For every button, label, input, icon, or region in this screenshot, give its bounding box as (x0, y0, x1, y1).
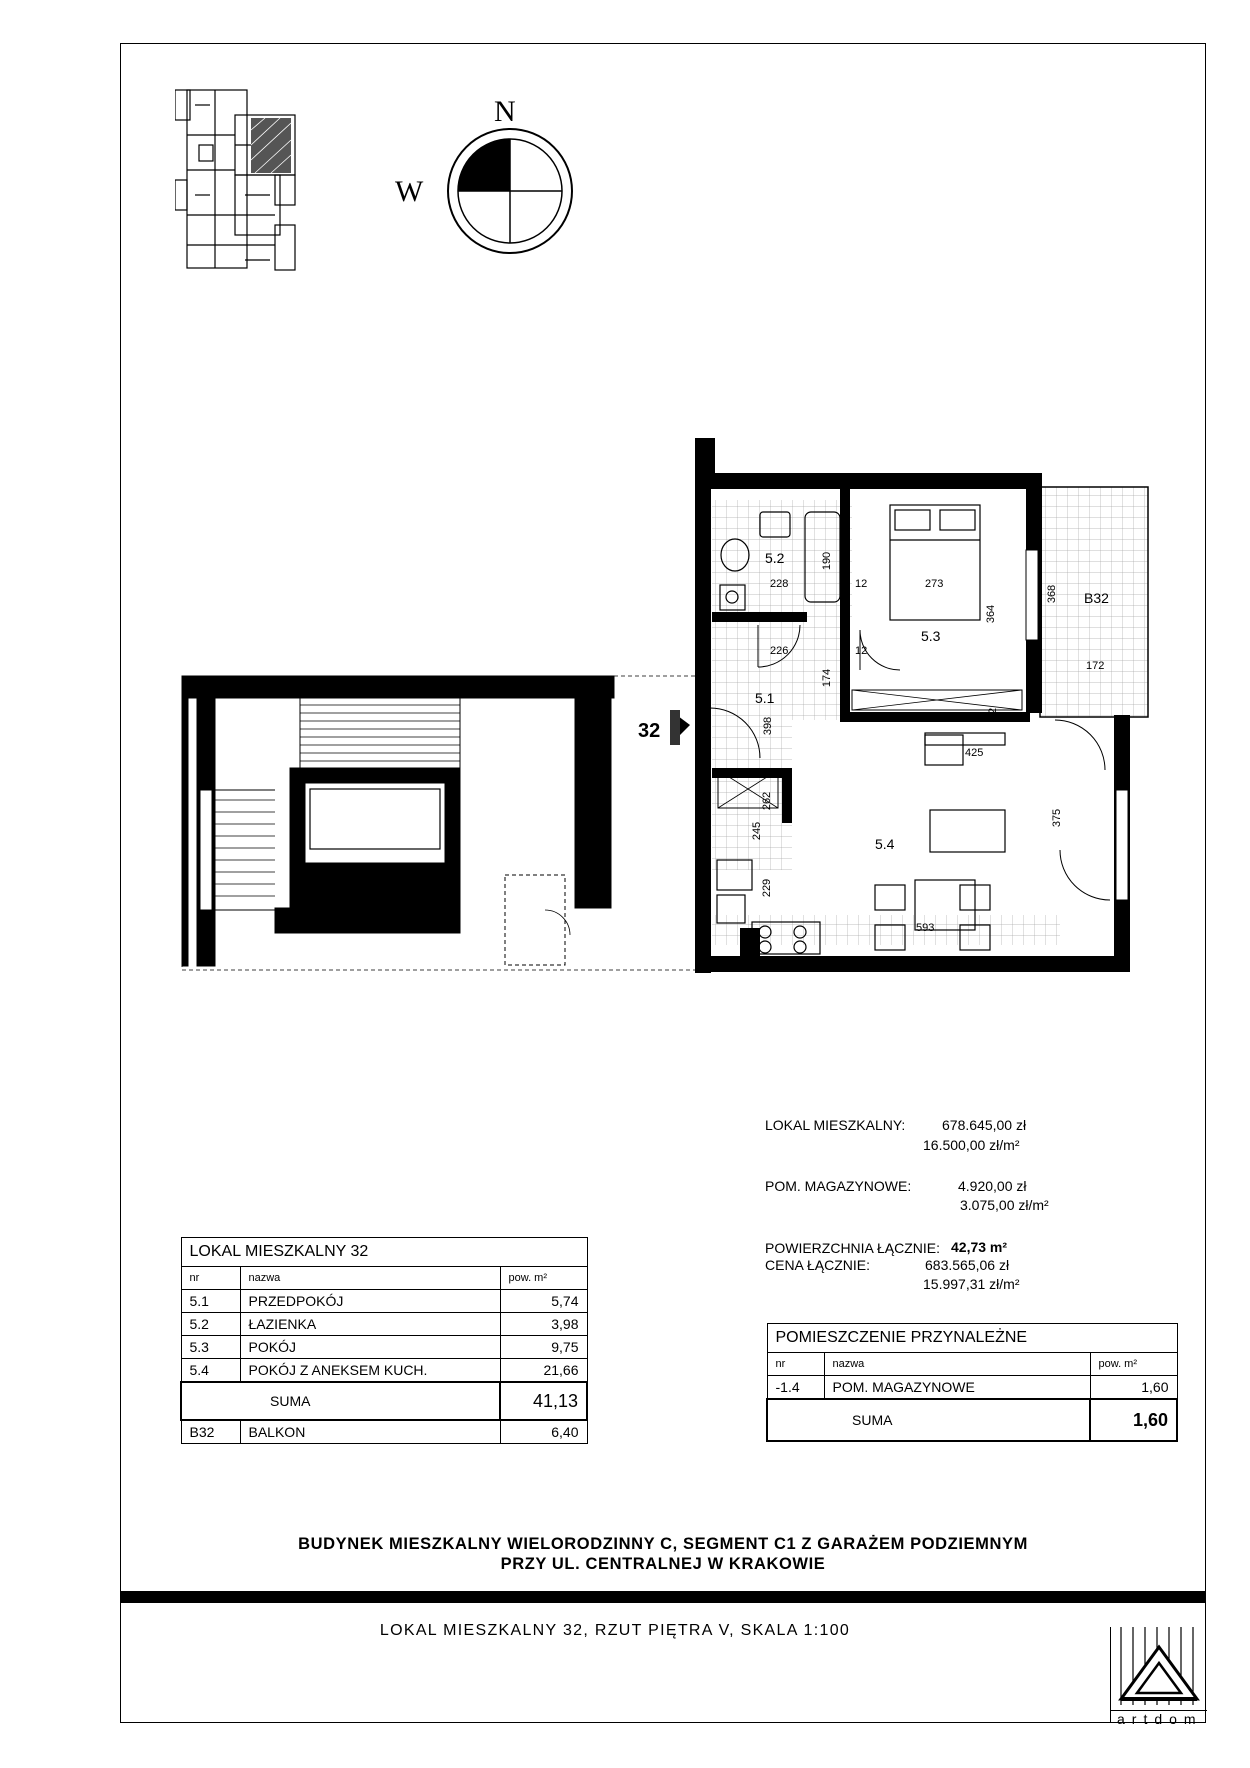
table-row (181, 1420, 587, 1444)
col-header-nr: nr (767, 1353, 824, 1376)
table-row (181, 1336, 587, 1359)
col-header-name: nazwa (824, 1353, 1090, 1376)
dimension-label: 229 (761, 878, 774, 898)
compass-north-label: N (494, 95, 516, 128)
dimension-label: 364 (985, 604, 998, 624)
col-header-area: pow. m² (500, 1267, 587, 1290)
drawing-subtitle: LOKAL MIESZKALNY 32, RZUT PIĘTRA V, SKALA 1:100 (379, 1622, 851, 1639)
dimension-label: 12 (855, 645, 868, 657)
dimension-label: 593 (916, 922, 935, 934)
row-nr: 5.1 (181, 1290, 240, 1313)
artdom-logo (1110, 1627, 1207, 1727)
room-label-5-4: 5.4 (875, 836, 895, 852)
col-header-nr: nr (181, 1267, 240, 1290)
apartment-rooms-table (180, 1237, 588, 1444)
row-area: 3,98 (500, 1313, 587, 1336)
compass-west-label: W (395, 175, 424, 208)
total-area-value: 42,73 m² (951, 1239, 1008, 1255)
sum-label: SUMA (767, 1399, 1090, 1441)
dimension-label: 172 (1086, 660, 1105, 672)
dimension-label: 398 (762, 716, 775, 736)
table-row (181, 1290, 587, 1313)
row-nr: -1.4 (767, 1376, 824, 1400)
total-area-label: POWIERZCHNIA ŁĄCZNIE: (765, 1240, 941, 1256)
room-label-balcony: B32 (1084, 590, 1109, 606)
dimension-label: 273 (925, 578, 944, 590)
room-label-5-2: 5.2 (765, 550, 785, 566)
row-area: 9,75 (500, 1336, 587, 1359)
building-title-line2: PRZY UL. CENTRALNEJ W KRAKOWIE (500, 1555, 826, 1573)
row-name: BALKON (240, 1420, 500, 1444)
col-header-name: nazwa (240, 1267, 500, 1290)
row-area: 1,60 (1090, 1376, 1177, 1400)
room-label-5-1: 5.1 (755, 690, 775, 706)
sum-label: SUMA (181, 1382, 500, 1420)
total-price-value: 683.565,06 zł (925, 1257, 1010, 1273)
row-name: PRZEDPOKÓJ (240, 1290, 500, 1313)
dimension-label: 425 (965, 747, 984, 759)
sum-value: 41,13 (500, 1382, 587, 1420)
price-lokal-label: LOKAL MIESZKALNY: (765, 1117, 906, 1133)
col-header-area: pow. m² (1090, 1353, 1177, 1376)
row-nr: 5.3 (181, 1336, 240, 1359)
total-price-label: CENA ŁĄCZNIE: (765, 1257, 871, 1273)
building-title-line1: BUDYNEK MIESZKALNY WIELORODZINNY C, SEGMENT C1 Z GARAŻEM PODZIEMNYM (298, 1535, 1028, 1553)
row-area: 6,40 (500, 1420, 587, 1444)
dimension-label: 368 (1046, 584, 1059, 604)
dimension-label: 12 (987, 707, 1000, 721)
row-area: 21,66 (500, 1359, 587, 1383)
row-nr: B32 (181, 1420, 240, 1444)
dimension-label: 228 (770, 578, 789, 590)
dimension-label: 226 (770, 645, 789, 657)
price-lokal-value: 678.645,00 zł (942, 1117, 1027, 1133)
row-nr: 5.4 (181, 1359, 240, 1383)
row-area: 5,74 (500, 1290, 587, 1313)
room-label-5-3: 5.3 (921, 628, 941, 644)
dimension-label: 190 (821, 551, 834, 571)
dimension-label: 245 (751, 821, 764, 841)
sum-row (181, 1382, 587, 1420)
storage-table (766, 1323, 1178, 1442)
apartment-table-title: LOKAL MIESZKALNY 32 (181, 1238, 587, 1267)
price-lokal-per-m2: 16.500,00 zł/m² (923, 1137, 1020, 1153)
row-name: POM. MAGAZYNOWE (824, 1376, 1090, 1400)
row-nr: 5.2 (181, 1313, 240, 1336)
table-row (181, 1359, 587, 1383)
sum-value: 1,60 (1090, 1399, 1177, 1441)
dimension-label: 262 (761, 791, 774, 811)
row-name: POKÓJ (240, 1336, 500, 1359)
row-name: POKÓJ Z ANEKSEM KUCH. (240, 1359, 500, 1383)
dimension-label: 375 (1051, 808, 1064, 828)
price-storage-per-m2: 3.075,00 zł/m² (960, 1197, 1049, 1213)
sum-row (767, 1399, 1177, 1441)
logo-text: artdom (1111, 1710, 1207, 1727)
price-storage-value: 4.920,00 zł (958, 1178, 1027, 1194)
storage-table-title: POMIESZCZENIE PRZYNALEŻNE (767, 1324, 1177, 1353)
price-storage-label: POM. MAGAZYNOWE: (765, 1178, 912, 1194)
dimension-label: 12 (855, 578, 868, 590)
apartment-number-label: 32 (638, 720, 661, 742)
footer-divider (120, 1591, 1206, 1603)
dimension-label: 174 (821, 668, 834, 688)
table-row (767, 1376, 1177, 1400)
total-price-per-m2: 15.997,31 zł/m² (923, 1276, 1020, 1292)
table-row (181, 1313, 587, 1336)
row-name: ŁAZIENKA (240, 1313, 500, 1336)
